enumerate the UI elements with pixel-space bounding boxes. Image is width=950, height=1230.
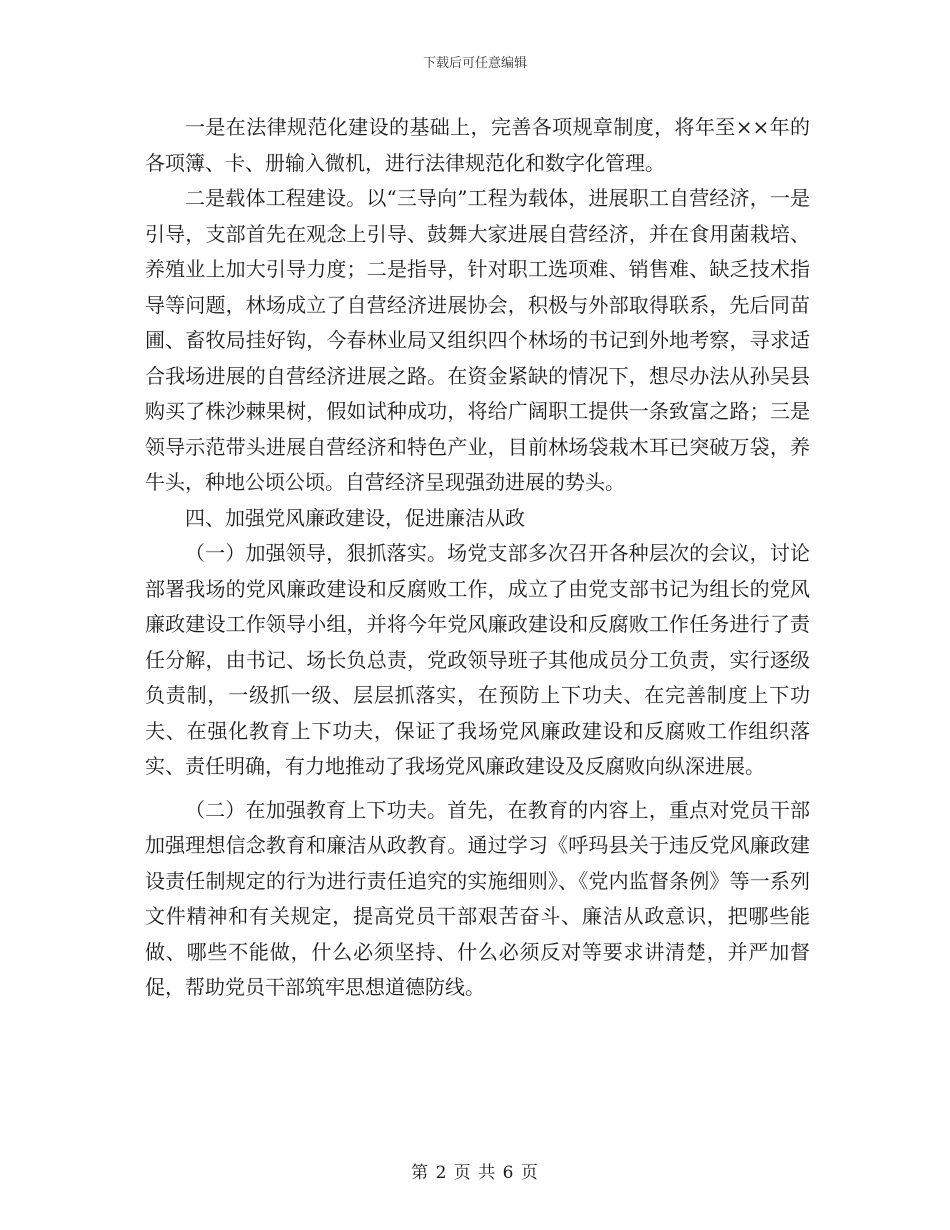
paragraph-legal-standardization: 一是在法律规范化建设的基础上，完善各项规章制度，将年至××年的各项簿、卡、册输入微机，进行法律规范化和数字化管理。 [145,115,810,175]
document-body [145,110,810,1006]
paragraph-strengthen-leadership: （一）加强领导，狠抓落实。场党支部多次召开各种层次的会议，讨论部署我场的党风廉政建设和反腐败工作，成立了由党支部书记为组长的党风廉政建设工作领导小组，并将今年党风廉政建设和反腐败工作任务进行了责任分解，由书记、场长负总责，党政领导班子其他成员分工负责，实行逐级负责制，一级抓一级、层层抓落实，在预防上下功夫、在完善制度上下功夫、在强化教育上下功夫，保证了我场党风廉政建设和反腐败工作组织落实、责任明确，有力地推动了我场党风廉政建设及反腐败向纵深进展。 [145,541,810,778]
section-heading-party-conduct: 四、加强党风廉政建设，促进廉洁从政 [185,505,525,530]
page-number: 第 2 页 共 6 页 [411,1163,539,1183]
page-header-note: 下载后可任意编辑 [422,56,527,71]
paragraph-strengthen-education: （二）在加强教育上下功夫。首先，在教育的内容上，重点对党员干部加强理想信念教育和廉洁从政教育。通过学习《呼玛县关于违反党风廉政建设责任制规定的行为进行责任追究的实施细则》、《党内监督条例》等一系列文件精神和有关规定，提高党员干部艰苦奋斗、廉洁从政意识，把哪些能做、哪些不能做，什么必须坚持、什么必须反对等要求讲清楚，并严加督促，帮助党员干部筑牢思想道德防线。 [145,797,810,999]
paragraph-carrier-project: 二是载体工程建设。以“三导向”工程为载体，进展职工自营经济，一是引导，支部首先在观念上引导、鼓舞大家进展自营经济，并在食用菌栽培、养殖业上加大引导力度；二是指导，针对职工选项难、销售难、缺乏技术指导等问题，林场成立了自营经济进展协会，积极与外部取得联系，先后同苗圃、畜牧局挂好钩，今春林业局又组织四个林场的书记到外地考察，寻求适合我场进展的自营经济进展之路。在资金紧缺的情况下，想尽办法从孙吴县购买了株沙棘果树，假如试种成功，将给广阔职工提供一条致富之路；三是领导示范带头进展自营经济和特色产业，目前林场袋栽木耳已突破万袋，养牛头，种地公顷公顷。自营经济呈现强劲进展的势头。 [145,186,810,494]
